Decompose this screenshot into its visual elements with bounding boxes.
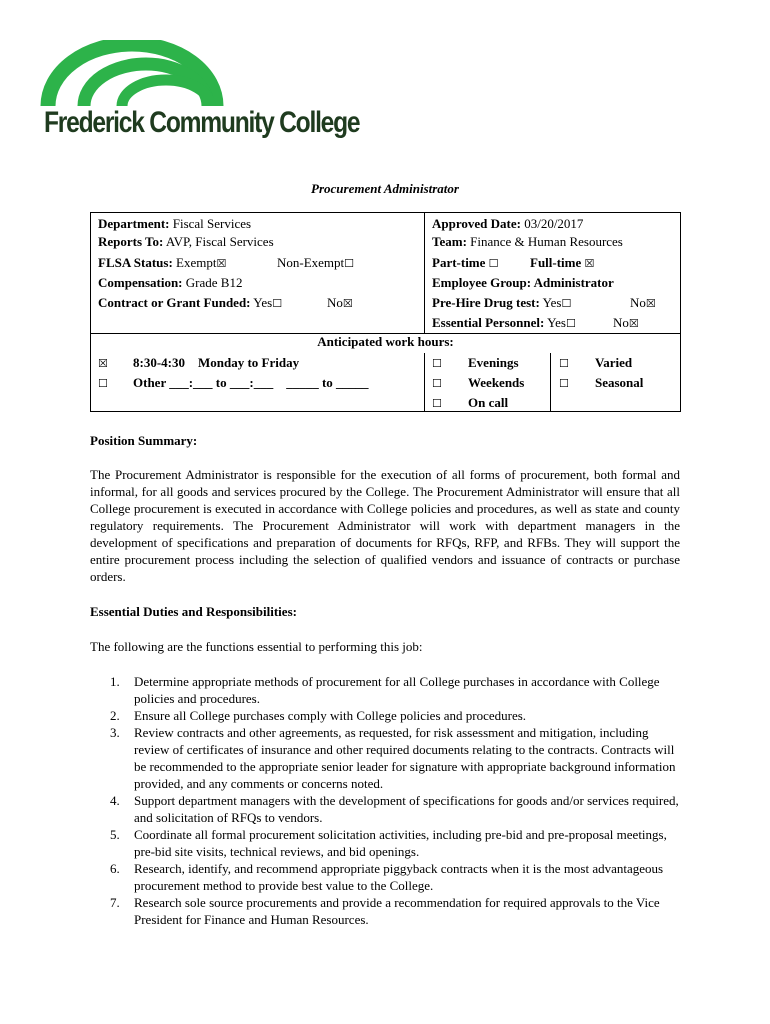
logo-wordmark: Frederick Community College — [44, 106, 360, 139]
contract-no-checkbox[interactable]: ☒ — [342, 297, 353, 310]
page-title: Procurement Administrator — [311, 181, 459, 196]
list-item: 5. Coordinate all formal procurement solicitation activities, including pre-bid and pre-proposal meetings, pre-bid site visits, technical reviews, and bid openings. — [110, 827, 667, 859]
list-item: 3. Review contracts and other agreements, as requested, for risk assessment and mitigation, including review of certificates of insurance and other required documents relating to the contracts. Contracts will be recommended to the appropriate senior leader for signature with appropriate background information provided, and any comments or concerns noted. — [110, 725, 676, 791]
essential-no-option: No☒ — [613, 315, 639, 330]
essential-personnel-row: Essential Personnel: Yes☐ — [432, 315, 576, 330]
part-time-option: Part-time ☐ — [432, 255, 499, 270]
varied-label: Varied — [595, 355, 633, 370]
team-row: Team: Finance & Human Resources — [432, 234, 623, 249]
essential-yes-checkbox[interactable]: ☐ — [566, 317, 576, 330]
logo-arches-icon — [40, 40, 280, 110]
table-divider — [424, 213, 425, 333]
drug-test-row: Pre-Hire Drug test: Yes☐ — [432, 295, 572, 310]
drug-test-no-checkbox[interactable]: ☒ — [645, 297, 656, 310]
seasonal-label: Seasonal — [595, 375, 644, 390]
exempt-checkbox[interactable]: ☒ — [216, 257, 227, 270]
duties-list — [90, 673, 680, 928]
list-item: 1. Determine appropriate methods of procurement for all College purchases in accordance with College policies and procedures. — [110, 674, 660, 706]
non-exempt-checkbox[interactable]: ☐ — [344, 257, 355, 270]
contract-funded-row: Contract or Grant Funded: Yes☐ — [98, 295, 283, 310]
other-hours-checkbox[interactable]: ☐ — [98, 377, 108, 390]
job-info-table — [90, 212, 681, 412]
standard-hours-label: 8:30-4:30 Monday to Friday — [133, 355, 300, 370]
work-hours-heading: Anticipated work hours: — [317, 334, 454, 349]
full-time-option: Full-time ☒ — [530, 255, 595, 270]
flsa-row: FLSA Status: Exempt☒ — [98, 255, 227, 270]
approved-date-row: Approved Date: 03/20/2017 — [432, 216, 584, 231]
weekends-checkbox[interactable]: ☐ — [432, 377, 442, 390]
standard-hours-checkbox[interactable]: ☒ — [98, 357, 108, 370]
evenings-label: Evenings — [468, 355, 519, 370]
essential-duties-heading: Essential Duties and Responsibilities: — [90, 604, 297, 619]
part-time-checkbox[interactable]: ☐ — [488, 257, 499, 270]
table-divider — [424, 353, 425, 411]
evenings-checkbox[interactable]: ☐ — [432, 357, 442, 370]
essential-no-checkbox[interactable]: ☒ — [628, 317, 639, 330]
contract-no-option: No☒ — [327, 295, 353, 310]
non-exempt-option: Non-Exempt☐ — [277, 255, 355, 270]
on-call-label: On call — [468, 395, 509, 410]
essential-duties-intro: The following are the functions essential to performing this job: — [90, 639, 423, 654]
drug-test-yes-checkbox[interactable]: ☐ — [561, 297, 572, 310]
list-item: 6. Research, identify, and recommend appropriate piggyback contracts when it is the most advantageous procurement method to provide best value to the College. — [110, 861, 664, 893]
department-row: Department: Fiscal Services — [98, 216, 252, 231]
full-time-checkbox[interactable]: ☒ — [584, 257, 595, 270]
on-call-checkbox[interactable]: ☐ — [432, 397, 442, 410]
employee-group-row: Employee Group: Administrator — [432, 275, 614, 290]
compensation-row: Compensation: Grade B12 — [98, 275, 243, 290]
seasonal-checkbox[interactable]: ☐ — [559, 377, 569, 390]
list-item: 2. Ensure all College purchases comply with College policies and procedures. — [110, 708, 527, 723]
weekends-label: Weekends — [468, 375, 525, 390]
varied-checkbox[interactable]: ☐ — [559, 357, 569, 370]
list-item: 4. Support department managers with the development of specifications for goods and/or services required, and solicitation of RFQs to vendors. — [110, 793, 679, 825]
drug-test-no-option: No☒ — [630, 295, 656, 310]
table-divider — [550, 353, 551, 411]
list-item: 7. Research sole source procurements and provide a recommendation for required approvals to the Vice President for Finance and Human Resources. — [110, 895, 660, 927]
college-logo — [40, 40, 360, 150]
reports-to-row: Reports To: AVP, Fiscal Services — [98, 234, 274, 249]
position-summary-heading: Position Summary: — [90, 433, 198, 448]
position-summary-text: The Procurement Administrator is responsible for the execution of all forms of procurement, both formal and informal, for all goods and services procured by the College. The Procurement Administrator will ensure that all College procurement is executed in accordance with College policies and procedures, as well as state and county regulatory requirements. The Procurement Administrator will work with department managers in the development of specifications and preparation of documents for RFQs, RFP, and RFBs. They will support the entire procurement process including the selection of qualified vendors and issuance of contracts or purchase orders. — [90, 467, 680, 584]
other-hours-label: Other ___:___ to ___:___ _____ to _____ — [133, 375, 369, 390]
contract-yes-checkbox[interactable]: ☐ — [272, 297, 283, 310]
